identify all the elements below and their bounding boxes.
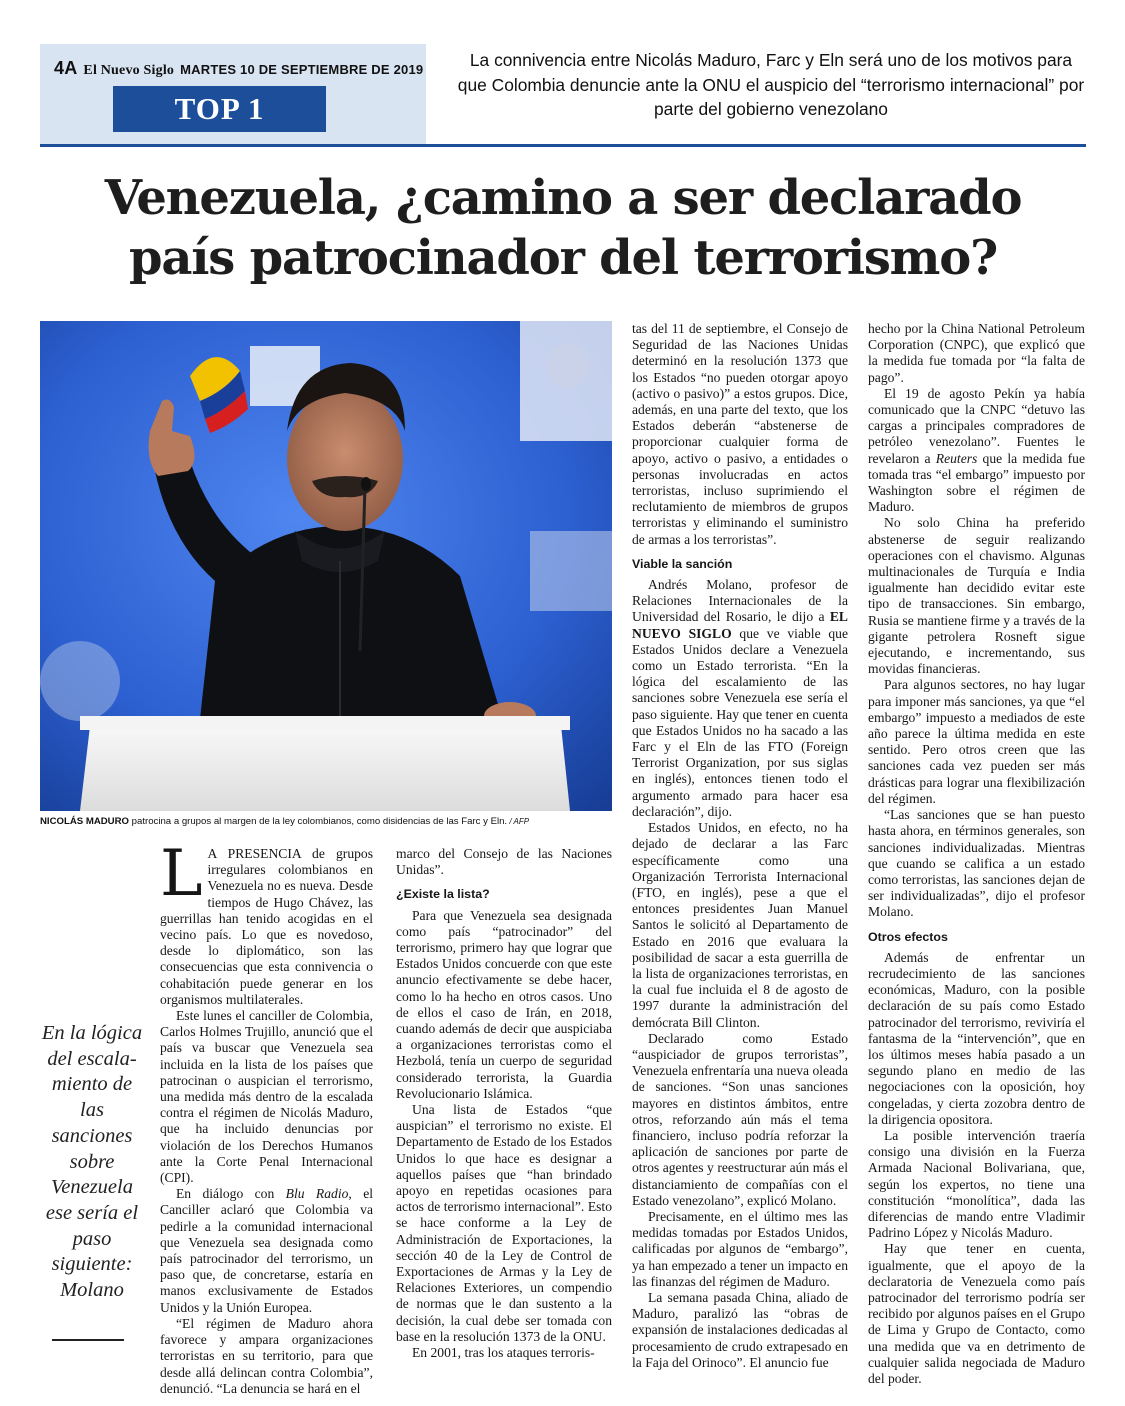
paragraph: marco del Consejo de las Naciones Unidas”. — [396, 846, 612, 878]
photo-caption — [40, 816, 612, 827]
italic-source: Reuters — [935, 450, 978, 466]
headline — [40, 168, 1086, 288]
paragraph: Hay que tener en cuenta, igualmente, que el apoyo de la declaratoria de Venezuela como país patrocinador del terrorismo podría ser recibido por algunos países en el Grupo de Lima y Grupo de Contacto, como una medida que va en detrimento de cualquier salida negociada de Maduro del poder. — [868, 1241, 1085, 1386]
paragraph: La posible intervención traería consigo una división en la Fuerza Armada Nacional Bolivariana, que, según los expertos, no tiene una constitución “monolítica”, dada las diferencias de mando entre Vladimir Padrino López y Nicolás Maduro. — [868, 1127, 1085, 1241]
text-run: que ve viable que Estados Unidos declare a Venezuela como un Estado terrorista. “En la lógica del escalamiento de las sanciones sobre Venezuela ese sería el paso siguiente. Hay que tener en cuenta que Estados Unidos no ha sacado a las Farc y el Eln de las FTO (Foreign Terrorist Organization, por sus siglas en inglés), entonces tienen todo el argumento armado para hacer esa declaración”, dijo. — [632, 625, 848, 819]
pull-quote: En la lógica del escala-miento de las sanciones sobre Venezuela ese sería el paso siguiente: Molano — [41, 1022, 143, 1302]
paragraph: Para algunos sectores, no hay lugar para imponer más sanciones, ya que “el embargo” impuesto a mediados de este año parece la última medida en este sentido. Pero otros creen que las sanciones cada vez pueden ser más drásticas para lograr una flexibilización del régimen. — [868, 677, 1085, 806]
headline-line-1: Venezuela, ¿camino a ser declarado — [104, 170, 1022, 226]
text-run: que la medida fue tomada tras “el embargo” impuesto por Washington sobre el régimen de Maduro. — [868, 450, 1085, 515]
italic-source: Blu Radio — [285, 1186, 349, 1202]
text-run: , el Canciller aclaró que Colombia va pedirle a la comunidad internacional que Venezuela sea designada como país patrocinador del terrorismo, un paso que, de concretarse, estaría en manos exclusivamente de Estados Unidos y la Unión Europea. — [160, 1186, 374, 1315]
headline-line-2: país patrocinador del terrorismo? — [128, 230, 998, 286]
paragraph: “El régimen de Maduro ahora favorece y ampara organizaciones terroristas en su territorio, para que desde allá delincan contra Colombia”, denunció. “La denuncia se hará en el — [160, 1315, 373, 1396]
drop-cap: L — [160, 837, 203, 911]
text-run: En diálogo con — [176, 1186, 286, 1202]
paragraph: Precisamente, en el último mes las medidas tomadas por Estados Unidos, calificadas por algunos de “embargo”, ya han empezado a tener un impacto en las finanzas del régimen de Maduro. — [632, 1208, 848, 1289]
text-run: El 19 de agosto Pekín ya había comunicado que la CNPC “detuvo las cargas a principales compradores de petróleo venezolano”. Fuentes le revelaron a — [868, 385, 1085, 466]
subhead-otros-efectos: Otros efectos — [868, 929, 948, 944]
paragraph: hecho por la China National Petroleum Corporation (CNPC), que explicó que la medida fue tomada por “la falta de pago”. — [868, 321, 1085, 385]
photo-speaker-at-podium — [40, 321, 612, 811]
paragraph: No solo China ha preferido abstenerse de seguir realizando operaciones con el chavismo. Algunas multinacionales de Turquía e India igualmente han decidido evitar este tipo de transacciones. Sin embargo, Rusia se mantiene firme y a través de la gigante petrolera Rosneft sigue ejecutando, e incrementando, sus movidas financieras. — [868, 515, 1085, 677]
paragraph: Para que Venezuela sea designada como país “patrocinador” del terrorismo, primero hay que lograr que Estados Unidos concuerde con que este anuncio efectivamente se debe hacer, como lo ha hecho en otros casos. Uno de ellos el caso de Irán, en 2018, cuando además de decir que auspiciaba a organizaciones terroristas como el Hezbolá, tenía un cuerpo de seguridad considerado terrorista, la Guardia Revolucionario Islámica. — [396, 907, 612, 1101]
paragraph: La semana pasada China, aliado de Maduro, paralizó las “obras de expansión de instalaciones dedicadas al procesamiento de crudo extrapesado en la Faja del Orinoco”. El anuncio fue — [632, 1289, 848, 1370]
paragraph — [868, 386, 1085, 516]
paragraph: tas del 11 de septiembre, el Consejo de Seguridad de las Naciones Unidas determinó en la resolución 1373 que los Estados “no pueden otorgar apoyo (activo o pasivo)” a estos grupos. Dice, además, en una parte del texto, que los Estados deberán “abstenerse de proporcionar cualquier forma de apoyo, activo o pasivo, a entidades o personas involucradas en actos terroristas, incluso suprimiendo el reclutamiento de miembros de grupos terroristas y eliminando el suministro de armas a los terroristas”. — [632, 321, 848, 547]
subhead-viable-la-sancion: Viable la sanción — [632, 556, 733, 571]
paragraph: Este lunes el canciller de Colombia, Carlos Holmes Trujillo, anunció que el país va buscar que Venezuela sea incluida en la lista de los países que patrocinan o auspician el terrorismo, una medida más dentro de la escalada contra el régimen de Nicolás Maduro, que ha incluido denuncias por violación de los Derechos Humanos ante la Corte Penal Internacional (CPI). — [160, 1008, 373, 1186]
paragraph: Estados Unidos, en efecto, no ha dejado de declarar a las Farc específicamente como una Organización Terrorista Internacional (FTO, en inglés), pese a que el entonces presidentes Juan Manuel Santos le solicitó al Departamento de Estado en 2016 que evaluara la posibilidad de sacar a esta guerrilla de la lista de organizaciones terroristas, en la cual fue incluida el 8 de agosto de 1997 durante la administración del demócrata Bill Clinton. — [632, 820, 848, 1030]
page-number: 4A — [54, 58, 78, 78]
paragraph — [632, 577, 848, 820]
paragraph: Declarado como Estado “auspiciador de grupos terroristas”, Venezuela enfrentaría una nueva oleada de sanciones. “Son unas sanciones mayores en distintos ámbitos, entre otros, reforzando aún más el tema financiero, incluso podría reforzar la aplicación de sanciones por parte de otros agentes y reestructurar aún más el distanciamiento de compañías con el Estado venezolano”, explicó Molano. — [632, 1030, 848, 1208]
pull-quote-rule — [52, 1339, 124, 1341]
paragraph: Una lista de Estados “que auspician” el terrorismo no existe. El Departamento de Estado de los Estados Unidos lo que hace es designar a aquellos países que “han brindado apoyo en repetidas ocasiones para actos de terrorismo internacional”. Esto se hace conforme a la Ley de Administración de Exportaciones, la sección 40 de la Ley de Control de Exportaciones de Armas y la Ley de Relaciones Exteriores, un compendio de normas que le dan sustento a la decisión, la cual debe ser tomada con base en la resolución 1373 de la ONU. — [396, 1102, 612, 1344]
paragraph — [160, 1186, 373, 1316]
photo-credit: / AFP — [507, 817, 530, 826]
lead-text: A PRESENCIA de grupos irregulares colombianos en Venezuela no es nueva. Desde tiempos de Hugo Chávez, las guerrillas han tenido acogidas en el vecino país. Lo que es novedoso, desde lo diplomático, son las consecuencias que esta connivencia o cohabitación puede generar en los organismos multilaterales. — [160, 846, 373, 1007]
subhead-existe-la-lista: ¿Existe la lista? — [396, 887, 490, 902]
header-rule — [40, 144, 1086, 147]
article-column-4 — [868, 321, 1085, 1387]
folio-line — [54, 58, 423, 79]
newspaper-name: El Nuevo Siglo — [83, 63, 175, 78]
text-run: Andrés Molano, profesor de Relaciones Internacionales de la Universidad del Rosario, le dijo a — [632, 577, 848, 625]
issue-date: MARTES 10 DE SEPTIEMBRE DE 2019 — [180, 62, 424, 77]
paragraph: En 2001, tras los ataques terroris- — [412, 1345, 595, 1361]
article-column-2 — [396, 846, 612, 1361]
bold-newspaper-name: EL NUEVO SIGLO — [632, 609, 848, 641]
caption-text: patrocina a grupos al margen de la ley colombianos, como disidencias de las Farc y Eln. — [129, 816, 508, 827]
deck-summary: La connivencia entre Nicolás Maduro, Farc y Eln será uno de los motivos para que Colombia denuncie ante la ONU el auspicio del “terrorismo internacional” por parte del gobierno venezolano — [457, 50, 1085, 119]
article-column-1 — [160, 837, 374, 1397]
paragraph: “Las sanciones que se han puesto hasta ahora, en términos generales, son sanciones individualizadas. Mientras que cuando se califica a un estado como terroristas, las sanciones dejan de ser individualizadas”, dijo el profesor Molano. — [868, 807, 1085, 920]
article-column-3 — [632, 321, 848, 1371]
lead-paragraph — [160, 837, 373, 1008]
section-badge: TOP 1 — [113, 86, 326, 132]
caption-name: NICOLÁS MADURO — [40, 816, 130, 827]
paragraph: Además de enfrentar un recrudecimiento de las sanciones económicas, Maduro, con la posible declaración de su país como Estado patrocinador del terrorismo, reviviría el fantasma de la “intervención”, que en los últimos meses había pasado a un segundo plano en medio de las negociaciones con la oposición, hoy congeladas, y cierta zozobra dentro de la dirigencia opositora. — [868, 949, 1085, 1127]
